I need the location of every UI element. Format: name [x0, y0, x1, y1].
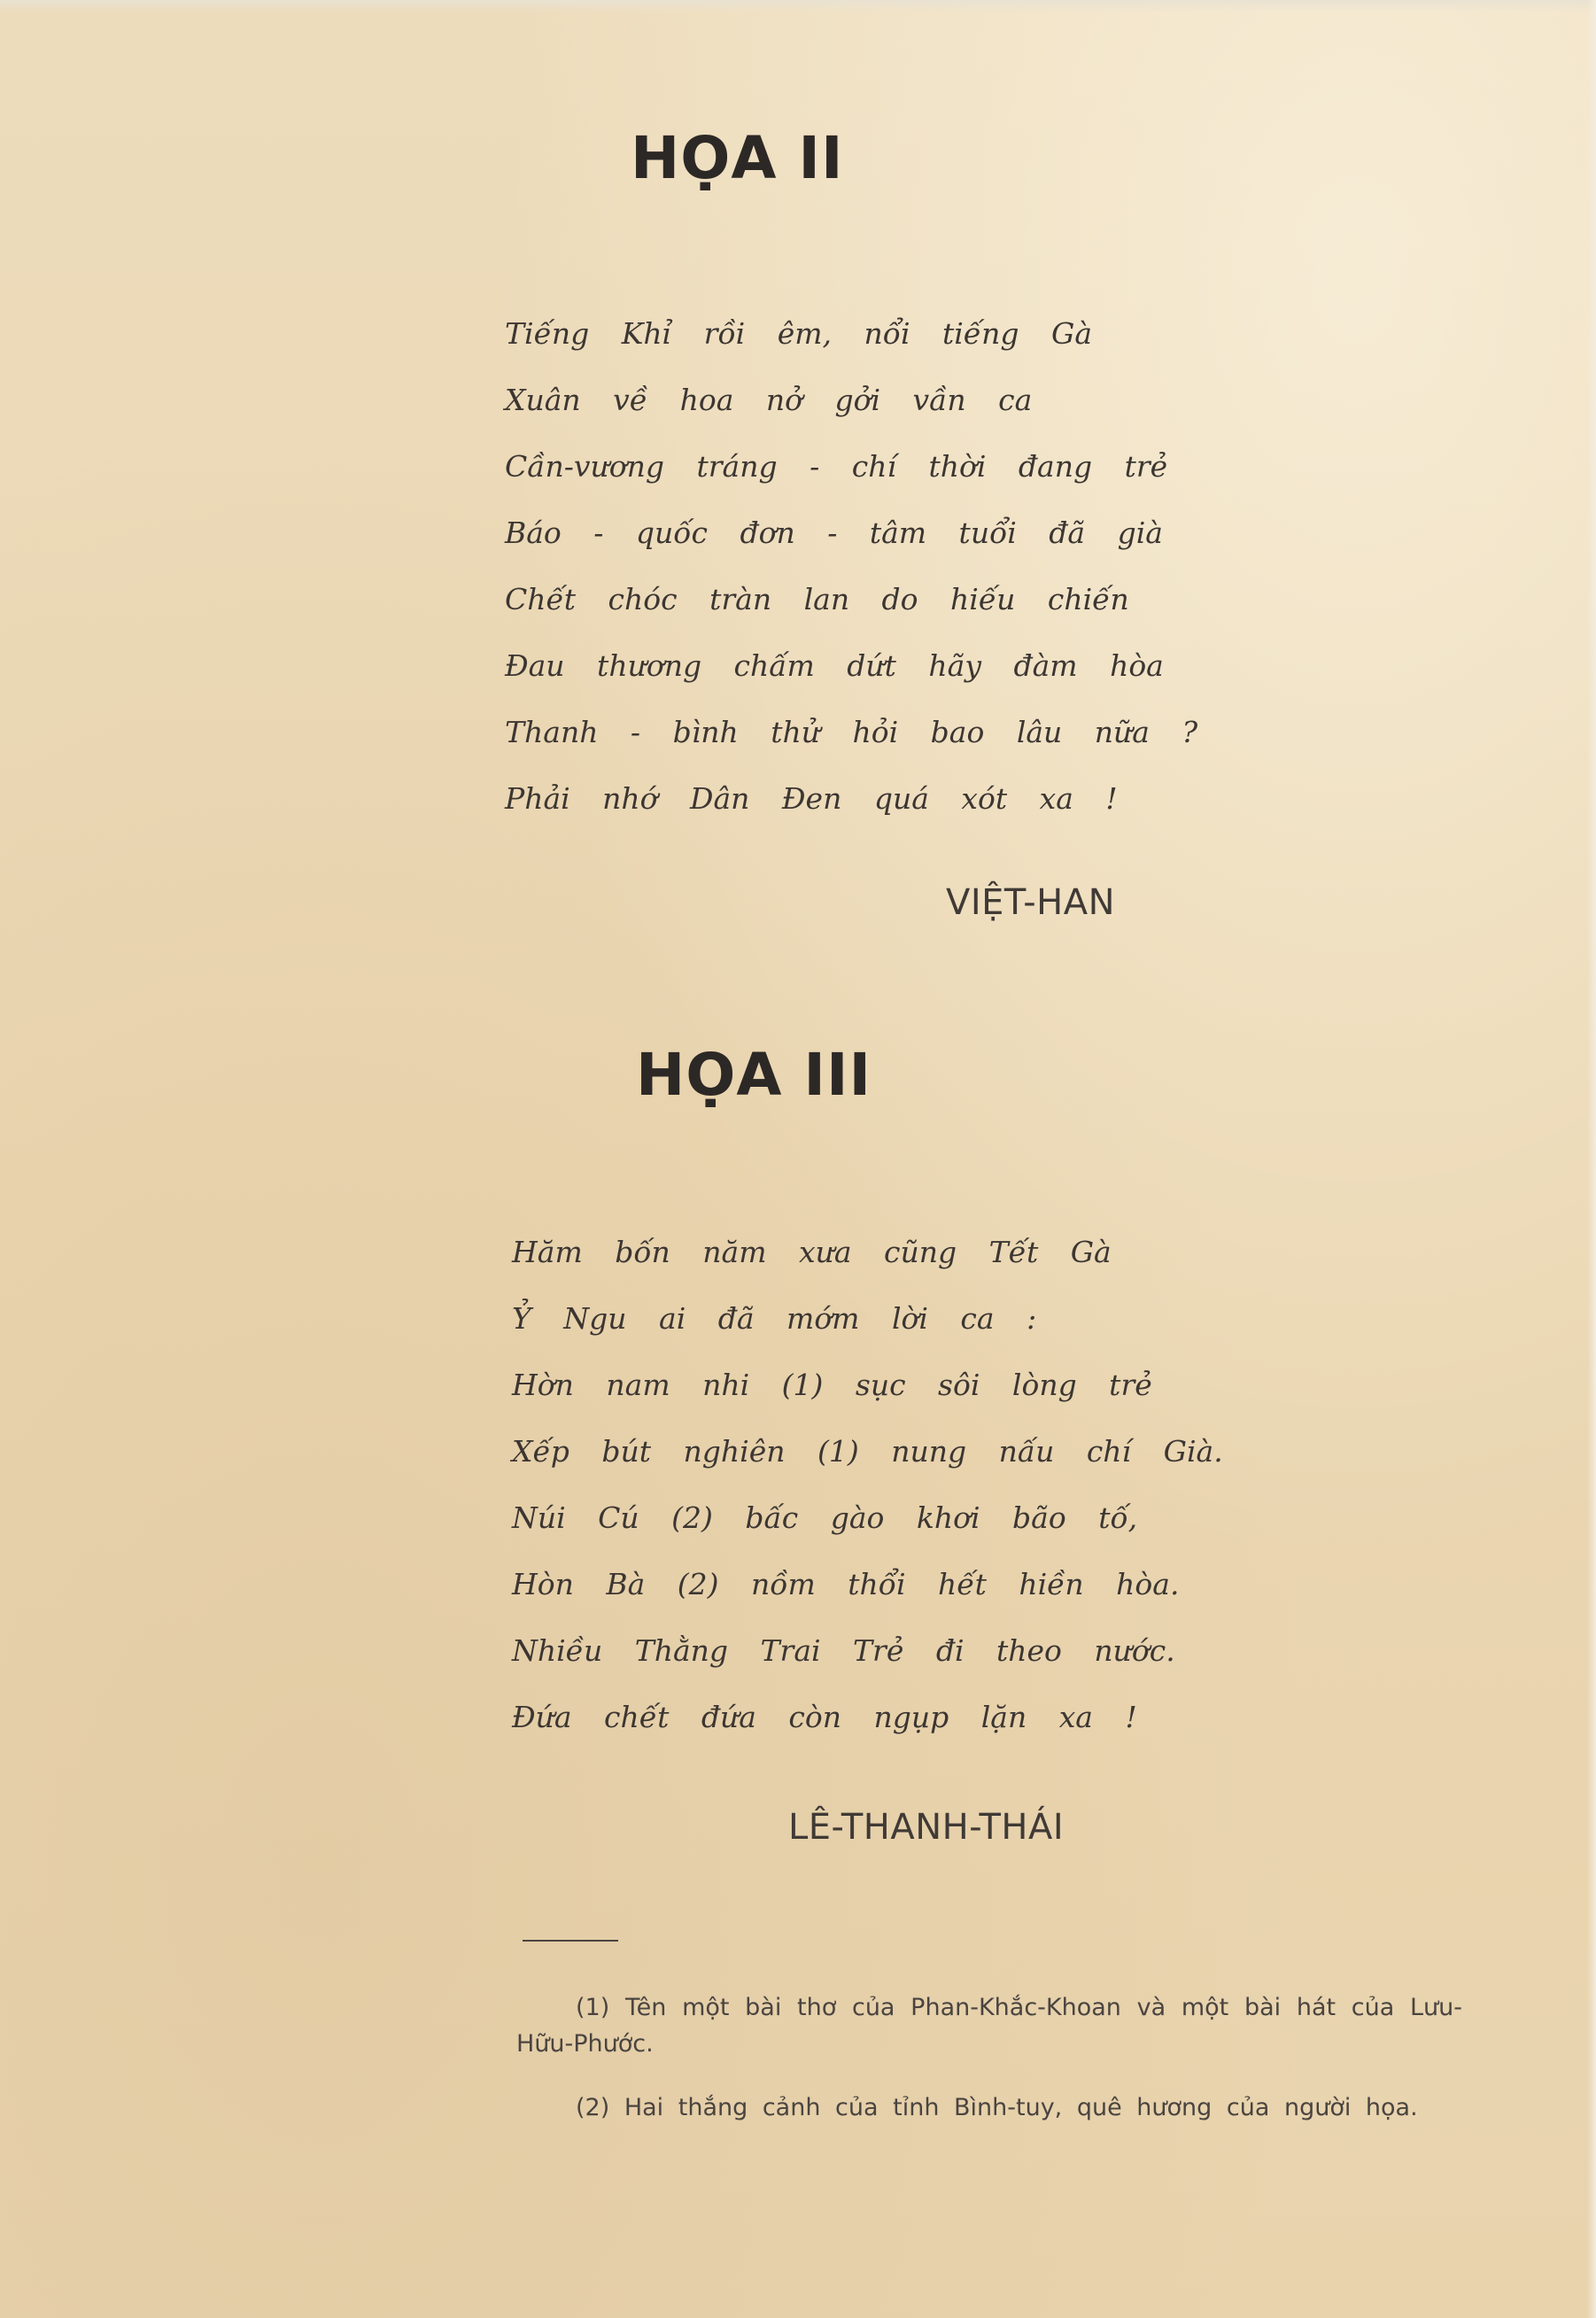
poem-two-heading: HỌA II: [631, 124, 844, 192]
verse-line: Xếp bút nghiên (1) nung nấu chí Già.: [512, 1434, 1223, 1469]
footnote-divider: [523, 1940, 618, 1942]
verse-line: Ỷ Ngu ai đã mớm lời ca :: [512, 1301, 1037, 1336]
verse-line: Đứa chết đứa còn ngụp lặn xa !: [512, 1700, 1137, 1734]
verse-line: Hòn Bà (2) nồm thổi hết hiền hòa.: [512, 1567, 1180, 1601]
verse-line: Thanh - bình thử hỏi bao lâu nữa ?: [505, 715, 1198, 749]
verse-line: Phải nhớ Dân Đen quá xót xa !: [505, 781, 1118, 816]
verse-line: Nhiều Thằng Trai Trẻ đi theo nước.: [512, 1633, 1175, 1668]
verse-line: Xuân về hoa nở gởi vần ca: [505, 383, 1033, 417]
verse-line: Tiếng Khỉ rồi êm, nổi tiếng Gà: [505, 316, 1093, 351]
verse-line: Chết chóc tràn lan do hiếu chiến: [505, 582, 1129, 616]
verse-line: Cần-vương tráng - chí thời đang trẻ: [505, 449, 1168, 484]
poem-two-verse: [505, 316, 1197, 848]
poem-three-author: LÊ-THANH-THÁI: [788, 1807, 1065, 1848]
poem-three-heading: HỌA III: [636, 1041, 872, 1109]
poem-two-author: VIỆT-HAN: [946, 882, 1115, 923]
verse-line: Báo - quốc đơn - tâm tuổi đã già: [505, 516, 1163, 550]
verse-line: Hờn nam nhi (1) sục sôi lòng trẻ: [512, 1368, 1152, 1402]
footnote-1: (1) Tên một bài thơ của Phan-Khắc-Khoan và một bài hát của Lưu-Hữu-Phước.: [516, 1994, 1462, 2058]
footnote-2: (2) Hai thắng cảnh của tỉnh Bình-tuy, quê hương của người họa.: [576, 2094, 1418, 2121]
poem-three-verse: [512, 1235, 1223, 1766]
verse-line: Đau thương chấm dứt hãy đàm hòa: [505, 648, 1164, 683]
verse-line: Núi Cú (2) bấc gào khơi bão tố,: [512, 1500, 1138, 1535]
verse-line: Hăm bốn năm xưa cũng Tết Gà: [512, 1235, 1112, 1269]
